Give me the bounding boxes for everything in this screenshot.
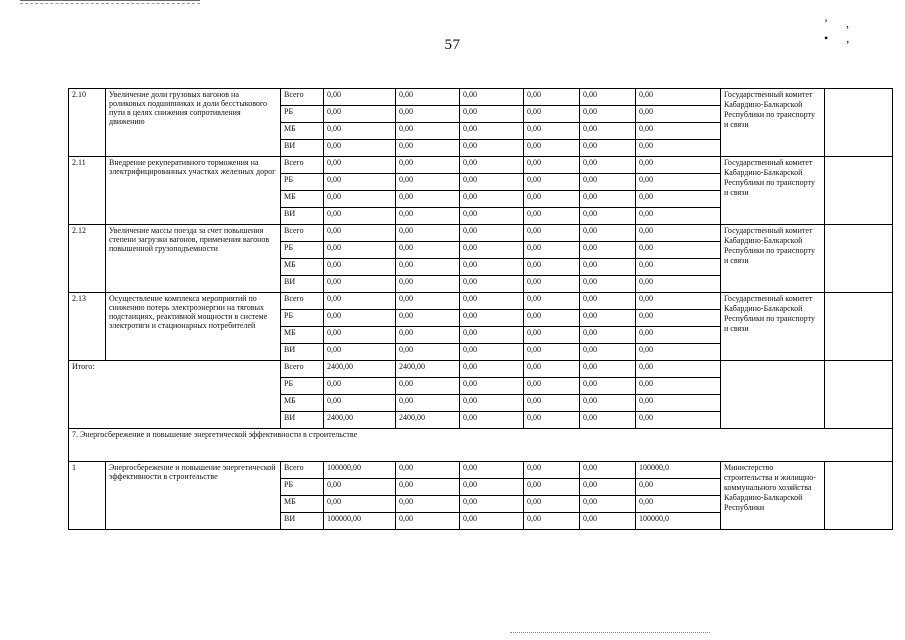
amount-cell: 0,00 bbox=[460, 344, 524, 361]
amount-cell: 0,00 bbox=[396, 191, 460, 208]
amount-cell: 0,00 bbox=[396, 496, 460, 513]
amount-cell: 0,00 bbox=[580, 462, 636, 479]
amount-cell: 0,00 bbox=[524, 89, 580, 106]
amount-cell: 0,00 bbox=[396, 395, 460, 412]
amount-cell: 0,00 bbox=[396, 157, 460, 174]
empty-cell bbox=[825, 462, 893, 530]
amount-cell: 0,00 bbox=[524, 327, 580, 344]
page-number: 57 bbox=[444, 37, 461, 53]
total-label: Итого: bbox=[69, 361, 281, 429]
funding-source: МБ bbox=[281, 123, 324, 140]
amount-cell: 0,00 bbox=[524, 208, 580, 225]
amount-cell: 0,00 bbox=[396, 140, 460, 157]
amount-cell: 0,00 bbox=[396, 259, 460, 276]
amount-cell: 0,00 bbox=[524, 174, 580, 191]
amount-cell: 0,00 bbox=[636, 191, 721, 208]
amount-cell: 0,00 bbox=[636, 310, 721, 327]
funding-source: Всего bbox=[281, 157, 324, 174]
amount-cell: 0,00 bbox=[524, 462, 580, 479]
amount-cell: 0,00 bbox=[396, 479, 460, 496]
amount-cell: 0,00 bbox=[460, 242, 524, 259]
funding-source: ВИ bbox=[281, 513, 324, 530]
funding-source: ВИ bbox=[281, 344, 324, 361]
empty-cell bbox=[825, 293, 893, 361]
table-row bbox=[69, 462, 893, 479]
measure-number: 2.13 bbox=[69, 293, 106, 361]
amount-cell: 0,00 bbox=[324, 395, 396, 412]
empty-cell bbox=[721, 361, 825, 429]
scan-top-marks bbox=[20, 0, 200, 4]
amount-cell: 0,00 bbox=[460, 378, 524, 395]
funding-source: РБ bbox=[281, 106, 324, 123]
funding-source: РБ bbox=[281, 378, 324, 395]
amount-cell: 0,00 bbox=[580, 479, 636, 496]
amount-cell: 0,00 bbox=[460, 123, 524, 140]
amount-cell: 0,00 bbox=[524, 378, 580, 395]
amount-cell: 0,00 bbox=[460, 293, 524, 310]
responsible-org: Государственный комитет Кабардино-Балкарской Республики по транспорту и связи bbox=[721, 157, 825, 225]
amount-cell: 0,00 bbox=[460, 361, 524, 378]
measure-name: Осуществление комплекса мероприятий по снижению потерь электроэнергии на тяговых подстанциях, реактивной мощности в системе электротяги и стационарных потребителей bbox=[106, 293, 281, 361]
amount-cell: 0,00 bbox=[324, 378, 396, 395]
funding-source: Всего bbox=[281, 361, 324, 378]
amount-cell: 0,00 bbox=[460, 174, 524, 191]
amount-cell: 0,00 bbox=[460, 106, 524, 123]
amount-cell: 0,00 bbox=[324, 259, 396, 276]
amount-cell: 0,00 bbox=[324, 276, 396, 293]
responsible-org: Государственный комитет Кабардино-Балкарской Республики по транспорту и связи bbox=[721, 89, 825, 157]
amount-cell: 0,00 bbox=[580, 513, 636, 530]
funding-source: Всего bbox=[281, 225, 324, 242]
amount-cell: 0,00 bbox=[324, 479, 396, 496]
amount-cell: 0,00 bbox=[580, 361, 636, 378]
measure-name: Увеличение массы поезда за счет повышения степени загрузки вагонов, применения вагонов повышенной грузоподъемности bbox=[106, 225, 281, 293]
section-row bbox=[69, 429, 893, 462]
amount-cell: 0,00 bbox=[524, 412, 580, 429]
amount-cell: 0,00 bbox=[324, 157, 396, 174]
scan-specks: ’, •, bbox=[824, 16, 868, 45]
funding-source: РБ bbox=[281, 242, 324, 259]
amount-cell: 100000,0 bbox=[636, 513, 721, 530]
measure-number: 2.11 bbox=[69, 157, 106, 225]
amount-cell: 0,00 bbox=[636, 496, 721, 513]
amount-cell: 0,00 bbox=[324, 191, 396, 208]
amount-cell: 100000,00 bbox=[324, 513, 396, 530]
amount-cell: 0,00 bbox=[524, 140, 580, 157]
responsible-org: Государственный комитет Кабардино-Балкарской Республики по транспорту и связи bbox=[721, 225, 825, 293]
funding-source: ВИ bbox=[281, 412, 324, 429]
amount-cell: 0,00 bbox=[460, 462, 524, 479]
amount-cell: 0,00 bbox=[324, 242, 396, 259]
empty-cell bbox=[825, 89, 893, 157]
measures-table bbox=[68, 88, 893, 530]
amount-cell: 0,00 bbox=[524, 276, 580, 293]
funding-source: МБ bbox=[281, 191, 324, 208]
funding-source: Всего bbox=[281, 89, 324, 106]
responsible-org: Министерство строительства и жилищно-коммунального хозяйства Кабардино-Балкарской Республики bbox=[721, 462, 825, 530]
amount-cell: 0,00 bbox=[580, 106, 636, 123]
amount-cell: 0,00 bbox=[580, 344, 636, 361]
funding-source: МБ bbox=[281, 496, 324, 513]
amount-cell: 0,00 bbox=[636, 276, 721, 293]
funding-source: МБ bbox=[281, 395, 324, 412]
amount-cell: 2400,00 bbox=[324, 361, 396, 378]
amount-cell: 0,00 bbox=[580, 378, 636, 395]
funding-source: МБ bbox=[281, 327, 324, 344]
amount-cell: 0,00 bbox=[460, 191, 524, 208]
funding-source: МБ bbox=[281, 259, 324, 276]
amount-cell: 0,00 bbox=[580, 412, 636, 429]
amount-cell: 2400,00 bbox=[324, 412, 396, 429]
funding-source: РБ bbox=[281, 479, 324, 496]
amount-cell: 0,00 bbox=[324, 327, 396, 344]
amount-cell: 0,00 bbox=[460, 327, 524, 344]
amount-cell: 0,00 bbox=[324, 89, 396, 106]
amount-cell: 0,00 bbox=[524, 310, 580, 327]
amount-cell: 0,00 bbox=[580, 496, 636, 513]
amount-cell: 0,00 bbox=[324, 293, 396, 310]
amount-cell: 0,00 bbox=[580, 123, 636, 140]
amount-cell: 0,00 bbox=[396, 242, 460, 259]
table-row bbox=[69, 225, 893, 242]
table-row bbox=[69, 89, 893, 106]
amount-cell: 0,00 bbox=[636, 412, 721, 429]
amount-cell: 0,00 bbox=[460, 157, 524, 174]
amount-cell: 0,00 bbox=[580, 157, 636, 174]
measure-name: Энергосбережение и повышение энергетической эффективности в строительстве bbox=[106, 462, 281, 530]
scan-bottom-noise bbox=[510, 632, 710, 636]
amount-cell: 0,00 bbox=[524, 157, 580, 174]
amount-cell: 0,00 bbox=[396, 123, 460, 140]
funding-source: ВИ bbox=[281, 140, 324, 157]
amount-cell: 0,00 bbox=[524, 242, 580, 259]
amount-cell: 2400,00 bbox=[396, 361, 460, 378]
amount-cell: 0,00 bbox=[636, 106, 721, 123]
section-title: 7. Энергосбережение и повышение энергетической эффективности в строительстве bbox=[69, 429, 893, 462]
amount-cell: 0,00 bbox=[524, 479, 580, 496]
amount-cell: 0,00 bbox=[396, 276, 460, 293]
amount-cell: 0,00 bbox=[324, 123, 396, 140]
amount-cell: 0,00 bbox=[524, 395, 580, 412]
amount-cell: 0,00 bbox=[396, 378, 460, 395]
amount-cell: 0,00 bbox=[396, 513, 460, 530]
empty-cell bbox=[825, 225, 893, 293]
amount-cell: 0,00 bbox=[396, 327, 460, 344]
funding-source: РБ bbox=[281, 174, 324, 191]
amount-cell: 0,00 bbox=[580, 242, 636, 259]
amount-cell: 0,00 bbox=[524, 123, 580, 140]
amount-cell: 0,00 bbox=[324, 208, 396, 225]
amount-cell: 0,00 bbox=[580, 310, 636, 327]
amount-cell: 0,00 bbox=[460, 276, 524, 293]
amount-cell: 0,00 bbox=[580, 191, 636, 208]
amount-cell: 0,00 bbox=[524, 106, 580, 123]
amount-cell: 0,00 bbox=[460, 259, 524, 276]
amount-cell: 0,00 bbox=[324, 106, 396, 123]
amount-cell: 0,00 bbox=[636, 174, 721, 191]
amount-cell: 0,00 bbox=[636, 479, 721, 496]
amount-cell: 0,00 bbox=[396, 225, 460, 242]
amount-cell: 0,00 bbox=[396, 344, 460, 361]
amount-cell: 0,00 bbox=[460, 89, 524, 106]
amount-cell: 0,00 bbox=[580, 89, 636, 106]
amount-cell: 0,00 bbox=[524, 496, 580, 513]
amount-cell: 0,00 bbox=[636, 344, 721, 361]
empty-cell bbox=[825, 157, 893, 225]
amount-cell: 100000,00 bbox=[324, 462, 396, 479]
amount-cell: 0,00 bbox=[524, 225, 580, 242]
amount-cell: 0,00 bbox=[636, 208, 721, 225]
amount-cell: 0,00 bbox=[324, 496, 396, 513]
amount-cell: 0,00 bbox=[396, 174, 460, 191]
amount-cell: 0,00 bbox=[580, 276, 636, 293]
table-row bbox=[69, 361, 893, 378]
amount-cell: 0,00 bbox=[580, 395, 636, 412]
amount-cell: 0,00 bbox=[460, 412, 524, 429]
responsible-org: Государственный комитет Кабардино-Балкарской Республики по транспорту и связи bbox=[721, 293, 825, 361]
amount-cell: 0,00 bbox=[524, 513, 580, 530]
amount-cell: 0,00 bbox=[636, 327, 721, 344]
amount-cell: 0,00 bbox=[636, 361, 721, 378]
amount-cell: 0,00 bbox=[524, 191, 580, 208]
amount-cell: 0,00 bbox=[460, 208, 524, 225]
funding-source: РБ bbox=[281, 310, 324, 327]
amount-cell: 0,00 bbox=[324, 225, 396, 242]
funding-source: ВИ bbox=[281, 276, 324, 293]
amount-cell: 0,00 bbox=[524, 259, 580, 276]
amount-cell: 0,00 bbox=[524, 361, 580, 378]
amount-cell: 0,00 bbox=[636, 395, 721, 412]
amount-cell: 0,00 bbox=[580, 140, 636, 157]
amount-cell: 0,00 bbox=[460, 496, 524, 513]
amount-cell: 0,00 bbox=[324, 344, 396, 361]
amount-cell: 0,00 bbox=[524, 344, 580, 361]
amount-cell: 0,00 bbox=[324, 310, 396, 327]
table-row bbox=[69, 293, 893, 310]
amount-cell: 0,00 bbox=[460, 310, 524, 327]
amount-cell: 0,00 bbox=[636, 157, 721, 174]
measure-number: 2.10 bbox=[69, 89, 106, 157]
amount-cell: 0,00 bbox=[580, 208, 636, 225]
amount-cell: 0,00 bbox=[636, 242, 721, 259]
amount-cell: 0,00 bbox=[636, 89, 721, 106]
measure-name: Увеличение доли грузовых вагонов на роликовых подшипниках и доли бесстыкового пути в целях снижения сопротивления движению bbox=[106, 89, 281, 157]
amount-cell: 0,00 bbox=[396, 208, 460, 225]
amount-cell: 0,00 bbox=[460, 140, 524, 157]
amount-cell: 100000,0 bbox=[636, 462, 721, 479]
funding-source: Всего bbox=[281, 293, 324, 310]
amount-cell: 0,00 bbox=[636, 140, 721, 157]
amount-cell: 0,00 bbox=[580, 225, 636, 242]
amount-cell: 0,00 bbox=[460, 225, 524, 242]
amount-cell: 0,00 bbox=[636, 123, 721, 140]
measure-number: 1 bbox=[69, 462, 106, 530]
amount-cell: 0,00 bbox=[460, 395, 524, 412]
measure-name: Внедрение рекуперативного торможения на электрифицированных участках железных дорог bbox=[106, 157, 281, 225]
amount-cell: 0,00 bbox=[580, 259, 636, 276]
amount-cell: 0,00 bbox=[580, 174, 636, 191]
amount-cell: 0,00 bbox=[636, 378, 721, 395]
amount-cell: 0,00 bbox=[324, 140, 396, 157]
amount-cell: 0,00 bbox=[396, 462, 460, 479]
amount-cell: 0,00 bbox=[460, 479, 524, 496]
amount-cell: 0,00 bbox=[636, 293, 721, 310]
amount-cell: 0,00 bbox=[396, 293, 460, 310]
amount-cell: 2400,00 bbox=[396, 412, 460, 429]
amount-cell: 0,00 bbox=[580, 293, 636, 310]
measure-number: 2.12 bbox=[69, 225, 106, 293]
amount-cell: 0,00 bbox=[396, 89, 460, 106]
amount-cell: 0,00 bbox=[396, 310, 460, 327]
table-row bbox=[69, 157, 893, 174]
amount-cell: 0,00 bbox=[524, 293, 580, 310]
amount-cell: 0,00 bbox=[636, 259, 721, 276]
amount-cell: 0,00 bbox=[324, 174, 396, 191]
funding-source: ВИ bbox=[281, 208, 324, 225]
empty-cell bbox=[825, 361, 893, 429]
amount-cell: 0,00 bbox=[460, 513, 524, 530]
amount-cell: 0,00 bbox=[636, 225, 721, 242]
amount-cell: 0,00 bbox=[580, 327, 636, 344]
funding-source: Всего bbox=[281, 462, 324, 479]
amount-cell: 0,00 bbox=[396, 106, 460, 123]
